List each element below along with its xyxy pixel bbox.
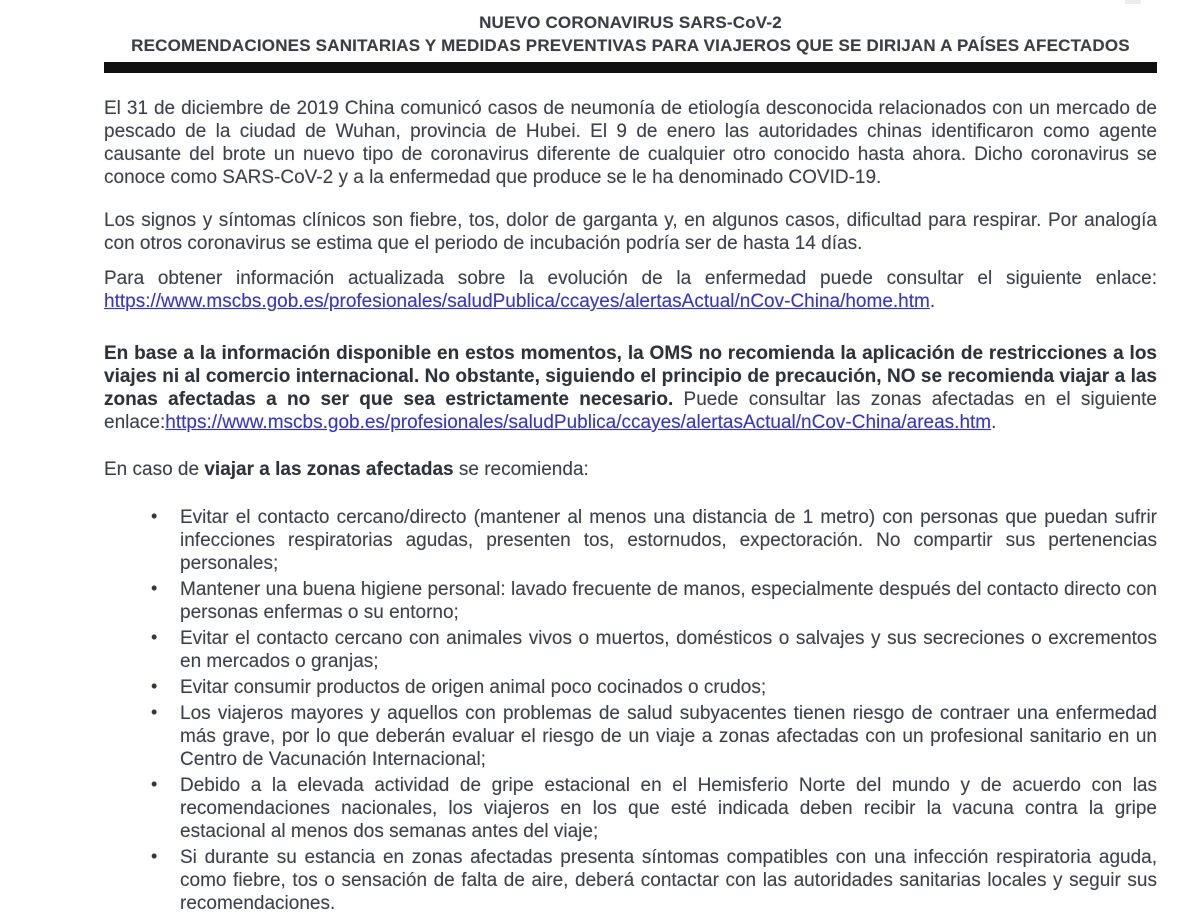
info-link-lead-text: Para obtener información actualizada sobre la evolución de la enfermedad puede consultar el siguiente enlace: [104, 268, 1157, 289]
paragraph-info-link [104, 267, 1157, 313]
areas-url-link[interactable]: https://www.mscbs.gob.es/profesionales/saludPublica/ccayes/alertasActual/nCov-China/areas.htm [165, 412, 992, 433]
areas-link-period: . [991, 412, 997, 433]
header-divider-bar [104, 62, 1157, 73]
who-recommendation-bold-text: En base a la información disponible en estos momentos, la OMS no recomienda la aplicación de restricciones a los viajes ni al comercio internacional. No obstante, siguiendo el principio de precaución, NO se recomienda viajar a las zonas afectadas a no ser que sea estrictamente necesario. [104, 343, 1157, 410]
list-item-raw-food: • Evitar consumir productos de origen animal poco cocinados o crudos; [104, 676, 1157, 699]
document-title: NUEVO CORONAVIRUS SARS-CoV-2 [479, 13, 782, 32]
list-item-animals: • Evitar el contacto cercano con animales vivos o muertos, domésticos o salvajes y sus secreciones o excrementos en mercados o granjas; [104, 627, 1157, 673]
list-item-flu-vaccine: • Debido a la elevada actividad de gripe estacional en el Hemisferio Norte del mundo y de acuerdo con las recomendaciones nacionales, los viajeros en los que esté indicada deben recibir la vacuna contra la gripe estacional al menos dos semanas antes del viaje; [104, 774, 1157, 843]
document-header [104, 0, 1157, 73]
list-item-hygiene: • Mantener una buena higiene personal: lavado frecuente de manos, especialmente después del contacto directo con personas enfermas o su entorno; [104, 578, 1157, 624]
travel-advice-bold: viajar a las zonas afectadas [204, 459, 454, 480]
document-subtitle: RECOMENDACIONES SANITARIAS Y MEDIDAS PREVENTIVAS PARA VIAJEROS QUE SE DIRIJAN A PAÍSES AFECTADOS [131, 36, 1130, 55]
document-body [104, 97, 1157, 915]
paragraph-who-recommendation [104, 342, 1157, 434]
travel-advice-post: se recomienda: [453, 459, 589, 480]
list-item-symptoms-abroad: • Si durante su estancia en zonas afectadas presenta síntomas compatibles con una infección respiratoria aguda, como fiebre, tos o sensación de falta de aire, deberá contactar con las autoridades sanitarias locales y seguir sus recomendaciones. [104, 846, 1157, 915]
paragraph-symptoms: Los signos y síntomas clínicos son fiebre, tos, dolor de garganta y, en algunos casos, dificultad para respirar. Por analogía con otros coronavirus se estima que el periodo de incubación podría ser de hasta 14 días. [104, 210, 1157, 254]
info-link-period: . [929, 291, 936, 312]
travel-advice-pre: En caso de [104, 459, 205, 480]
list-item-elderly-risk: • Los viajeros mayores y aquellos con problemas de salud subyacentes tienen riesgo de contraer una enfermedad más grave, por lo que deberán evaluar el riesgo de un viaje a zonas afectadas con un profesional sanitario en un Centro de Vacunación Internacional; [104, 702, 1157, 771]
recommendations-list [104, 506, 1157, 915]
paragraph-travel-advice-intro [104, 458, 1157, 481]
home-url-link[interactable]: https://www.mscbs.gob.es/profesionales/saludPublica/ccayes/alertasActual/nCov-China/home.htm [104, 291, 930, 312]
paragraph-outbreak-intro: El 31 de diciembre de 2019 China comunicó casos de neumonía de etiología desconocida relacionados con un mercado de pescado de la ciudad de Wuhan, provincia de Hubei. El 9 de enero las autoridades chinas identificaron como agente causante del brote un nuevo tipo de coronavirus diferente de cualquier otro conocido hasta ahora. Dicho coronavirus se conoce como SARS-CoV-2 y a la enfermedad que produce se le ha denominado COVID-19. [104, 98, 1157, 188]
affected-zones-lead-text: Puede consultar las zonas afectadas en el siguiente enlace: [104, 389, 1157, 433]
list-item-distance: • Evitar el contacto cercano/directo (mantener al menos una distancia de 1 metro) con personas que puedan sufrir infecciones respiratorias agudas, presenten tos, estornudos, expectoración. No compartir sus pertenencias personales; [104, 506, 1157, 575]
scan-artifact-mark [1125, 0, 1141, 4]
